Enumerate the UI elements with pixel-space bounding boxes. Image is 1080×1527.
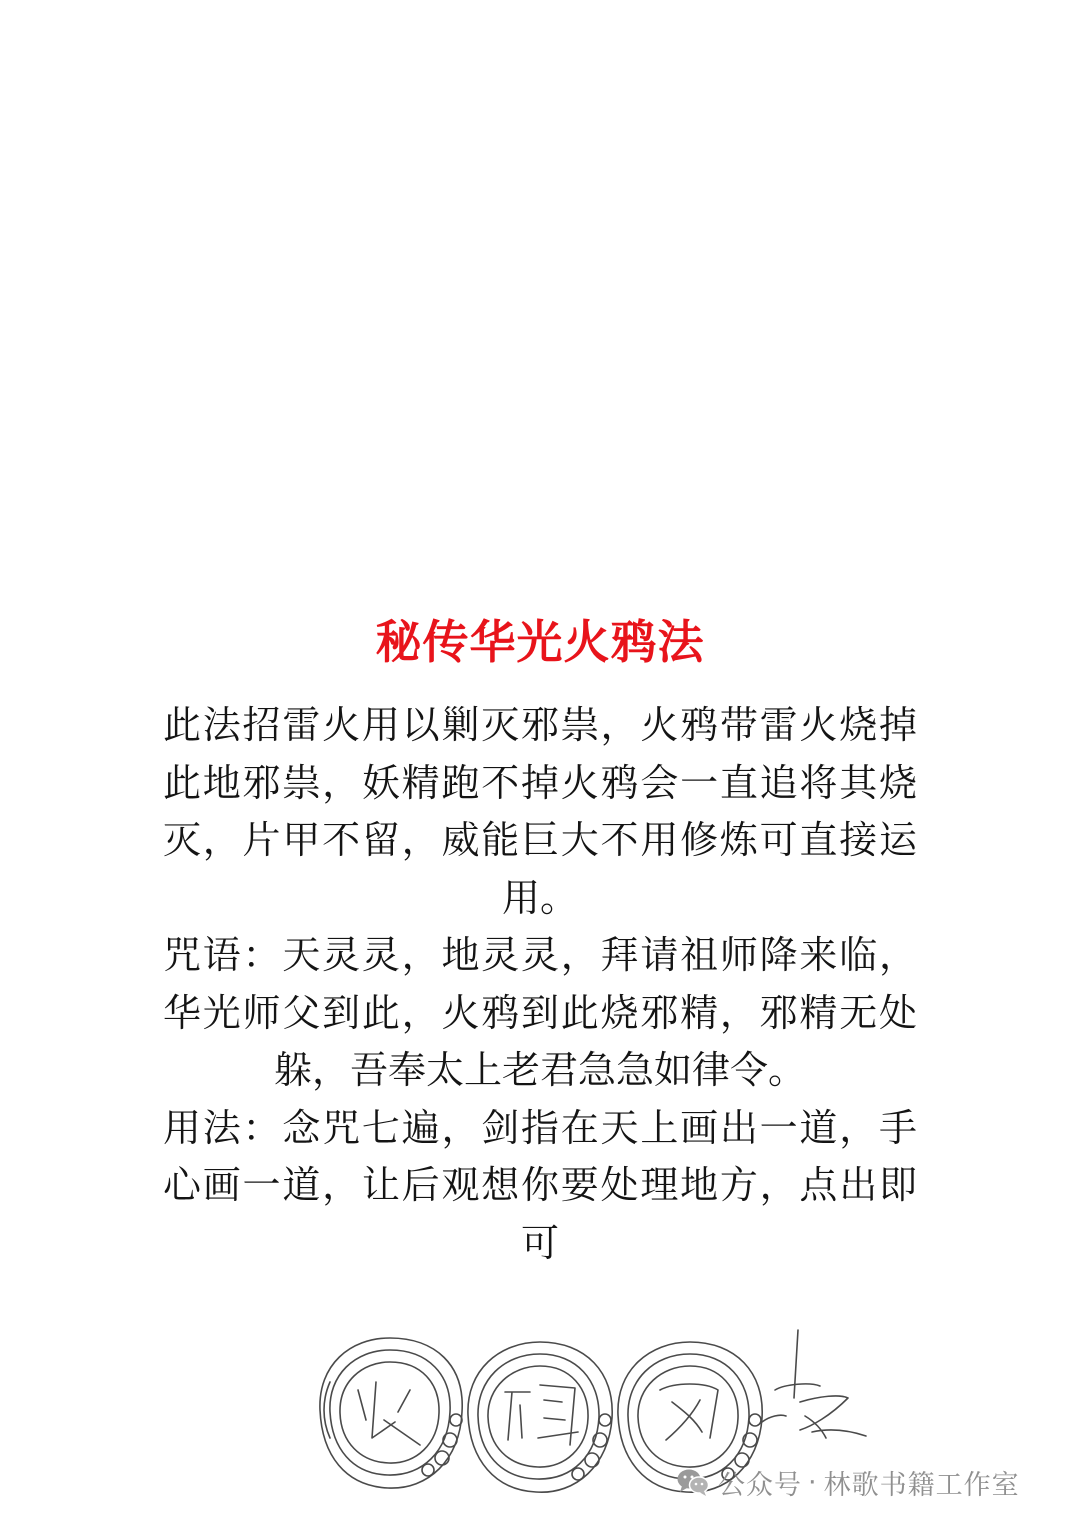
- watermark-label: 公众号: [718, 1469, 802, 1501]
- watermark-separator: ·: [808, 1466, 818, 1498]
- wechat-official-account-icon: [676, 1467, 710, 1497]
- watermark: [676, 1462, 1020, 1502]
- document-title: 秘传华光火鸦法: [375, 615, 705, 669]
- paragraph-description: 此法招雷火用以剿灭邪祟，火鸦带雷火烧掉此地邪祟，妖精跑不掉火鸦会一直追将其烧灭，片甲不留，威能巨大不用修炼可直接运用。: [163, 703, 917, 920]
- talisman-seal-2: [468, 1342, 612, 1492]
- talisman-seal-1: [320, 1338, 462, 1488]
- document-body: [163, 697, 917, 1272]
- paragraph-usage: 用法：念咒七遍，剑指在天上画出一道，手心画一道，让后观想你要处理地方，点出即可: [163, 1105, 917, 1265]
- talisman-tail-stroke: [762, 1330, 866, 1438]
- watermark-account-name: 林歌书籍工作室: [823, 1469, 1020, 1501]
- paragraph-incantation: 咒语：天灵灵，地灵灵，拜请祖师降来临，华光师父到此，火鸦到此烧邪精，邪精无处躲，吾奉太上老君急急如律令。: [163, 933, 917, 1092]
